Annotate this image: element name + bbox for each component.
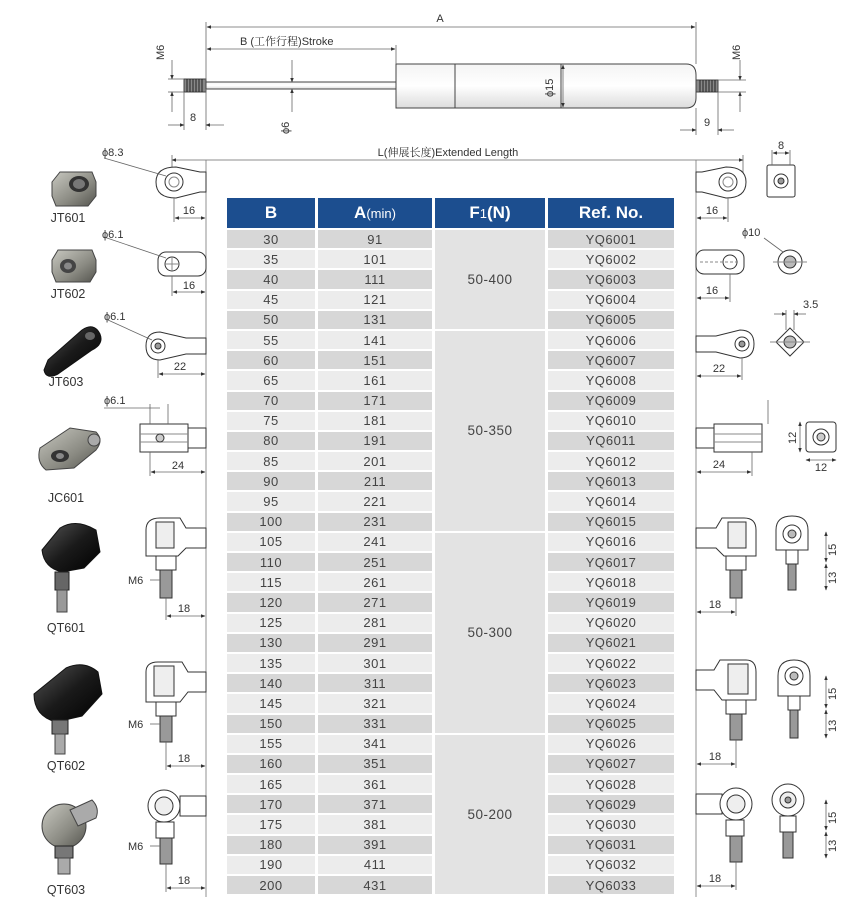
jt602-end-view <box>764 238 807 274</box>
cell-b: 175 <box>227 815 315 833</box>
cell-ref-no: YQ6023 <box>548 674 674 692</box>
cell-b: 40 <box>227 270 315 288</box>
cell-a: 331 <box>318 715 432 733</box>
qt602-right-length-label: 18 <box>708 751 722 763</box>
cell-a: 391 <box>318 836 432 854</box>
jt602-left-drawing <box>158 252 206 276</box>
qt603-label: QT603 <box>46 883 86 897</box>
cell-a: 371 <box>318 795 432 813</box>
cell-b: 150 <box>227 715 315 733</box>
cell-a: 341 <box>318 735 432 753</box>
qt601-left-length-label: 18 <box>177 603 191 615</box>
dim-m6-right-label: M6 <box>731 44 743 60</box>
qt603-left-length-label: 18 <box>177 875 191 887</box>
cell-ref-no: YQ6018 <box>548 573 674 591</box>
qt603-thread-label: M6 <box>128 841 144 853</box>
cell-ref-no: YQ6011 <box>548 432 674 450</box>
cell-b: 140 <box>227 674 315 692</box>
cell-ref-no: YQ6019 <box>548 593 674 611</box>
jc601-dia-label: ϕ6.1 <box>104 395 126 407</box>
cell-a: 191 <box>318 432 432 450</box>
qt601-photo <box>42 523 100 612</box>
cell-b: 125 <box>227 614 315 632</box>
jt601-right-length-label: 16 <box>705 205 719 217</box>
cell-b: 70 <box>227 392 315 410</box>
cell-ref-no: YQ6017 <box>548 553 674 571</box>
cell-a: 261 <box>318 573 432 591</box>
cell-a: 171 <box>318 392 432 410</box>
cell-a: 121 <box>318 291 432 309</box>
cell-a: 161 <box>318 371 432 389</box>
cell-a: 231 <box>318 513 432 531</box>
cell-b: 170 <box>227 795 315 813</box>
table-row <box>227 735 674 753</box>
qt602-left-length-label: 18 <box>177 753 191 765</box>
jt602-left-length-label: 16 <box>182 280 196 292</box>
cell-b: 190 <box>227 856 315 874</box>
cell-ref-no: YQ6031 <box>548 836 674 854</box>
cell-ref-no: YQ6033 <box>548 876 674 894</box>
qt603-stud-label: 13 <box>827 839 839 852</box>
cell-b: 160 <box>227 755 315 773</box>
cell-a: 151 <box>318 351 432 369</box>
qt602-height-label: 15 <box>827 687 839 700</box>
cell-b: 145 <box>227 694 315 712</box>
cell-b: 95 <box>227 492 315 510</box>
dim-a-label: A <box>436 13 444 25</box>
header-b: B <box>227 198 315 228</box>
cell-b: 30 <box>227 230 315 248</box>
qt601-end-view <box>776 516 826 590</box>
qt603-right-length-label: 18 <box>708 873 722 885</box>
cell-a: 221 <box>318 492 432 510</box>
jt603-end-view <box>770 310 810 356</box>
jc601-height-label: 12 <box>787 431 799 444</box>
cell-ref-no: YQ6004 <box>548 291 674 309</box>
jt603-right-drawing <box>696 330 754 358</box>
cell-a: 281 <box>318 614 432 632</box>
cell-ref-no: YQ6013 <box>548 472 674 490</box>
qt601-left-drawing <box>146 518 206 598</box>
table-row <box>227 230 674 248</box>
jt603-left-length-label: 22 <box>173 361 187 373</box>
cell-ref-no: YQ6002 <box>548 250 674 268</box>
cell-b: 155 <box>227 735 315 753</box>
qt601-right-drawing <box>696 518 756 598</box>
cell-a: 431 <box>318 876 432 894</box>
qt603-height-label: 15 <box>827 811 839 824</box>
qt601-thread-label: M6 <box>128 575 144 587</box>
cell-a: 91 <box>318 230 432 248</box>
cell-force-range: 50-200 <box>435 735 545 895</box>
jc601-right-drawing <box>696 424 762 452</box>
dim-8-label: 8 <box>189 112 197 124</box>
jt601-dia-label: ϕ8.3 <box>102 147 124 159</box>
cell-b: 50 <box>227 311 315 329</box>
cell-b: 90 <box>227 472 315 490</box>
cell-a: 311 <box>318 674 432 692</box>
table-row <box>227 331 674 349</box>
dim-m6-left-label: M6 <box>155 44 167 60</box>
cell-b: 110 <box>227 553 315 571</box>
dim-extended-length-label: L(伸展长度)Extended Length <box>377 147 519 159</box>
cell-force-range: 50-400 <box>435 230 545 329</box>
cell-ref-no: YQ6029 <box>548 795 674 813</box>
cell-a: 361 <box>318 775 432 793</box>
cell-ref-no: YQ6006 <box>548 331 674 349</box>
cell-a: 211 <box>318 472 432 490</box>
jt601-left-drawing <box>156 167 206 198</box>
cell-ref-no: YQ6008 <box>548 371 674 389</box>
cell-ref-no: YQ6001 <box>548 230 674 248</box>
cell-b: 55 <box>227 331 315 349</box>
qt602-left-drawing <box>146 662 206 742</box>
cell-a: 131 <box>318 311 432 329</box>
qt603-right-drawing <box>696 788 752 862</box>
dim-d6-label: ϕ6 <box>280 121 292 134</box>
jc601-photo <box>39 428 100 470</box>
cell-a: 351 <box>318 755 432 773</box>
cell-a: 181 <box>318 412 432 430</box>
jt603-thickness-label: 3.5 <box>803 299 819 311</box>
cell-ref-no: YQ6026 <box>548 735 674 753</box>
qt602-stud-label: 13 <box>827 719 839 732</box>
jt601-end-view <box>767 150 795 197</box>
qt602-label: QT602 <box>46 759 86 773</box>
cell-ref-no: YQ6024 <box>548 694 674 712</box>
qt601-stud-label: 13 <box>827 571 839 584</box>
cell-ref-no: YQ6010 <box>548 412 674 430</box>
cell-b: 130 <box>227 634 315 652</box>
jc601-left-length-label: 24 <box>171 460 185 472</box>
cell-b: 120 <box>227 593 315 611</box>
header-force: F1(N) <box>435 198 545 228</box>
jt601-width-label: 8 <box>777 140 785 152</box>
qt602-photo <box>34 665 102 754</box>
jc601-left-drawing <box>140 424 206 452</box>
cell-ref-no: YQ6012 <box>548 452 674 470</box>
qt603-left-drawing <box>148 790 206 864</box>
jt602-right-drawing <box>696 250 744 274</box>
cell-a: 321 <box>318 694 432 712</box>
qt602-right-drawing <box>696 660 756 740</box>
cell-ref-no: YQ6015 <box>548 513 674 531</box>
cell-force-range: 50-300 <box>435 533 545 733</box>
jt601-left-length-label: 16 <box>182 205 196 217</box>
header-ref-no: Ref. No. <box>548 198 674 228</box>
cell-a: 381 <box>318 815 432 833</box>
dim-b-label: B (工作行程)Stroke <box>240 36 334 48</box>
qt601-label: QT601 <box>46 621 86 635</box>
jc601-width-label: 12 <box>814 462 828 474</box>
spec-table-header-row <box>227 198 674 228</box>
jt602-label: JT602 <box>50 287 86 301</box>
cell-ref-no: YQ6032 <box>548 856 674 874</box>
jc601-label: JC601 <box>47 491 85 505</box>
jc601-right-length-label: 24 <box>712 459 726 471</box>
cell-b: 100 <box>227 513 315 531</box>
jt602-dia-label: ϕ6.1 <box>102 229 124 241</box>
cell-ref-no: YQ6022 <box>548 654 674 672</box>
cell-ref-no: YQ6016 <box>548 533 674 551</box>
qt603-photo <box>42 800 97 874</box>
jt602-photo <box>52 250 96 282</box>
jt602-end-dia-label: ϕ10 <box>742 227 761 239</box>
cell-ref-no: YQ6030 <box>548 815 674 833</box>
qt603-end-view <box>772 784 826 858</box>
dim-d15-label: ϕ15 <box>544 78 556 97</box>
jc601-end-view <box>800 422 836 460</box>
cell-ref-no: YQ6005 <box>548 311 674 329</box>
cell-ref-no: YQ6007 <box>548 351 674 369</box>
cell-b: 80 <box>227 432 315 450</box>
qt602-end-view <box>778 660 826 738</box>
header-a: A(min) <box>318 198 432 228</box>
jt603-right-length-label: 22 <box>712 363 726 375</box>
cell-a: 301 <box>318 654 432 672</box>
jt603-photo <box>44 327 101 376</box>
cell-a: 291 <box>318 634 432 652</box>
jt601-label: JT601 <box>50 211 86 225</box>
cell-b: 65 <box>227 371 315 389</box>
cell-ref-no: YQ6014 <box>548 492 674 510</box>
cell-a: 111 <box>318 270 432 288</box>
qt602-thread-label: M6 <box>128 719 144 731</box>
cell-a: 101 <box>318 250 432 268</box>
cell-a: 411 <box>318 856 432 874</box>
cell-b: 60 <box>227 351 315 369</box>
qt601-height-label: 15 <box>827 543 839 556</box>
cell-b: 105 <box>227 533 315 551</box>
cell-b: 165 <box>227 775 315 793</box>
cell-a: 201 <box>318 452 432 470</box>
gas-spring-body <box>184 64 718 108</box>
cell-ref-no: YQ6025 <box>548 715 674 733</box>
cell-a: 141 <box>318 331 432 349</box>
cell-b: 75 <box>227 412 315 430</box>
jt603-label: JT603 <box>48 375 84 389</box>
cell-a: 251 <box>318 553 432 571</box>
cell-b: 200 <box>227 876 315 894</box>
cell-b: 45 <box>227 291 315 309</box>
table-row <box>227 533 674 551</box>
cell-b: 35 <box>227 250 315 268</box>
cell-ref-no: YQ6021 <box>548 634 674 652</box>
spec-table <box>224 196 677 896</box>
cell-b: 180 <box>227 836 315 854</box>
cell-ref-no: YQ6027 <box>548 755 674 773</box>
cell-a: 271 <box>318 593 432 611</box>
cell-ref-no: YQ6003 <box>548 270 674 288</box>
jt603-dia-label: ϕ6.1 <box>104 311 126 323</box>
dim-9-label: 9 <box>703 117 711 129</box>
cell-a: 241 <box>318 533 432 551</box>
cell-b: 135 <box>227 654 315 672</box>
cell-ref-no: YQ6028 <box>548 775 674 793</box>
cell-ref-no: YQ6009 <box>548 392 674 410</box>
cell-force-range: 50-350 <box>435 331 545 531</box>
jt603-left-drawing <box>146 332 206 360</box>
cell-b: 115 <box>227 573 315 591</box>
qt601-right-length-label: 18 <box>708 599 722 611</box>
cell-ref-no: YQ6020 <box>548 614 674 632</box>
cell-b: 85 <box>227 452 315 470</box>
jt602-right-length-label: 16 <box>705 285 719 297</box>
jt601-photo <box>52 172 96 206</box>
jt601-right-drawing <box>696 167 746 198</box>
